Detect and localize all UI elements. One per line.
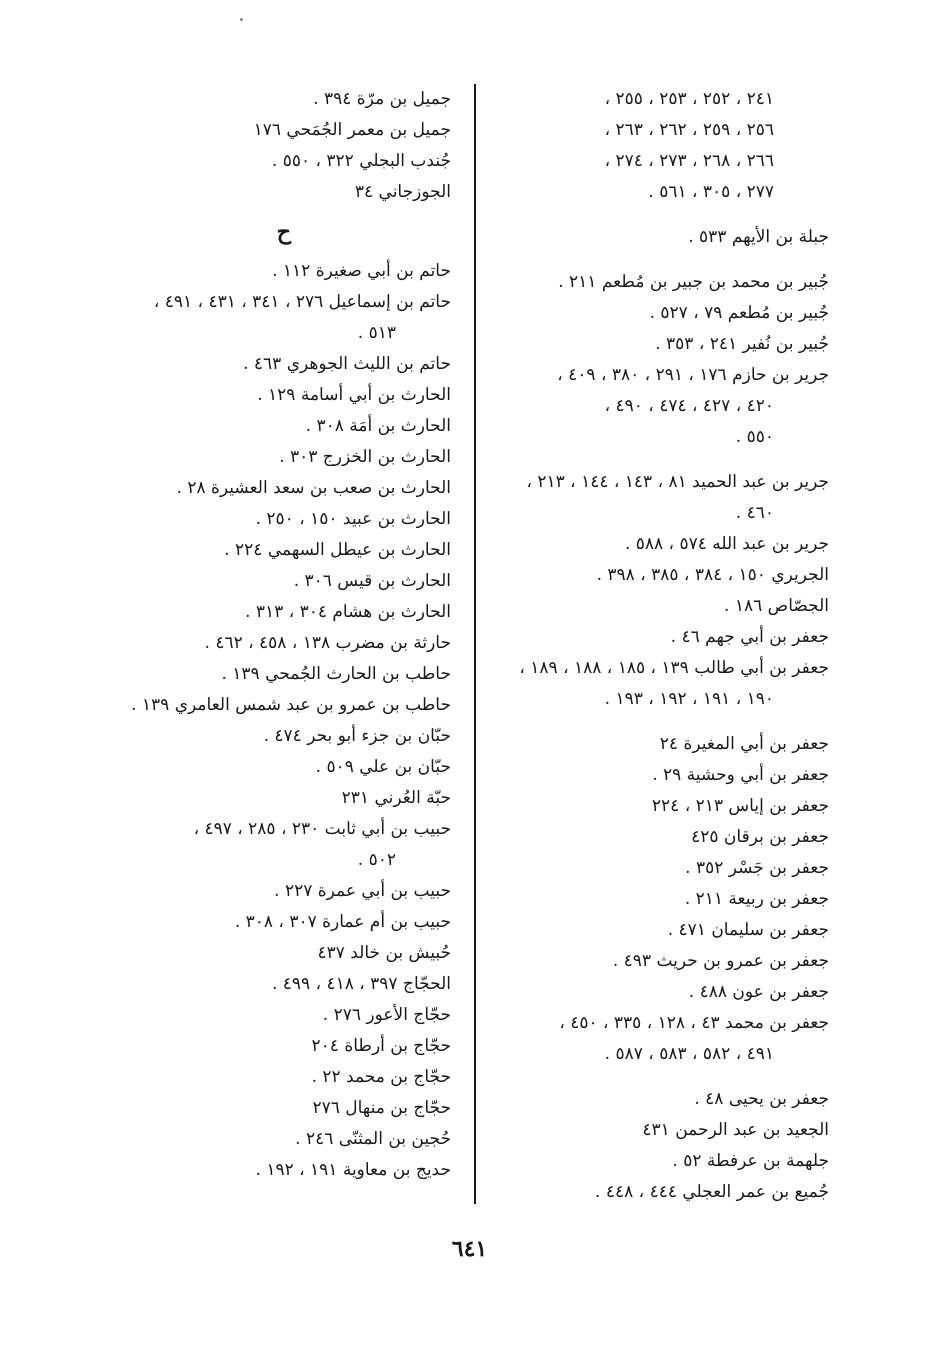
index-entry-continuation: ٢٤١ ، ٢٥٢ ، ٢٥٣ ، ٢٥٥ ، [604, 89, 774, 109]
index-entry: جعفر بن سليمان ٤٧١ . [667, 920, 829, 940]
index-entry: جعفر بن محمد ٤٣ ، ١٢٨ ، ٣٣٥ ، ٤٥٠ ، [559, 1013, 829, 1033]
index-entry: جُبير بن مُطعم ٧٩ ، ٥٢٧ . [649, 303, 829, 323]
index-entry: جُبير بن محمد بن جبير بن مُطعم ٢١١ . [558, 272, 829, 292]
index-entry: الجريري ١٥٠ ، ٣٨٤ ، ٣٨٥ ، ٣٩٨ . [596, 565, 829, 585]
index-entry-continuation: ٢٥٦ ، ٢٥٩ ، ٢٦٢ ، ٢٦٣ ، [604, 120, 774, 140]
entry-spacer [479, 253, 829, 267]
index-entry: حاطب بن الحارث الجُمحي ١٣٩ . [221, 664, 451, 684]
index-entry: جُندب البجلي ٣٢٢ ، ٥٥٠ . [271, 151, 451, 171]
index-entry: الحارث بن هشام ٣٠٤ ، ٣١٣ . [245, 602, 451, 622]
index-entry-continuation: ١٩٠ ، ١٩١ ، ١٩٢ ، ١٩٣ . [604, 689, 774, 709]
entry-spacer [479, 1070, 829, 1084]
index-entry: حجّاج بن منهال ٢٧٦ [312, 1098, 451, 1118]
index-entry: جعفر بن أبي جهم ٤٦ . [670, 627, 829, 647]
index-entry: جميل بن مرّة ٣٩٤ . [313, 89, 451, 109]
index-column-right [479, 84, 829, 1208]
index-entry: حُجين بن المثنّى ٢٤٦ . [295, 1129, 451, 1149]
index-entry: حبيب بن أبي ثابت ٢٣٠ ، ٢٨٥ ، ٤٩٧ ، [193, 819, 451, 839]
index-entry: جعفر بن أبي وحشية ٢٩ . [652, 765, 829, 785]
index-entry: جلهمة بن عرفطة ٥٢ . [672, 1151, 829, 1171]
index-entry: جعفر بن جَسْر ٣٥٢ . [685, 858, 829, 878]
page-number: ٦٤١ [451, 1236, 488, 1262]
index-entry-continuation: ٥١٣ . [357, 323, 396, 343]
index-entry: حُبيش بن خالد ٤٣٧ [317, 943, 451, 963]
index-entry: حجّاج بن أرطاة ٢٠٤ [311, 1036, 451, 1056]
index-entry: جبلة بن الأيهم ٥٣٣ . [688, 227, 829, 247]
index-entry: الحارث بن قيس ٣٠٦ . [293, 571, 451, 591]
column-divider [474, 84, 476, 1204]
index-entry: جعفر بن أبي المغيرة ٢٤ [659, 734, 829, 754]
entry-spacer [479, 208, 829, 222]
index-entry-continuation: ٢٦٦ ، ٢٦٨ ، ٢٧٣ ، ٢٧٤ ، [604, 151, 774, 171]
index-entry-continuation: ٤٦٠ . [735, 503, 774, 523]
index-entry: الحارث بن أمَة ٣٠٨ . [305, 416, 451, 436]
index-entry: الحجّاج ٣٩٧ ، ٤١٨ ، ٤٩٩ . [271, 974, 451, 994]
index-entry-continuation: ٤٩١ ، ٥٨٢ ، ٥٨٣ ، ٥٨٧ . [604, 1044, 774, 1064]
index-entry: الحارث بن عيطل السهمي ٢٢٤ . [224, 540, 451, 560]
index-entry: حديج بن معاوية ١٩١ ، ١٩٢ . [255, 1160, 451, 1180]
index-entry: جُبير بن نُفير ٢٤١ ، ٣٥٣ . [655, 334, 829, 354]
index-entry-continuation: ٥٠٢ . [357, 850, 396, 870]
index-entry: حاتم بن أبي صغيرة ١١٢ . [272, 261, 451, 281]
index-entry: الحارث بن الخزرج ٣٠٣ . [279, 447, 451, 467]
index-column-left [106, 84, 451, 1186]
index-entry: جعفر بن إياس ٢١٣ ، ٢٢٤ [651, 796, 829, 816]
index-entry: جعفر بن برقان ٤٢٥ [691, 827, 829, 847]
index-entry: حبّان بن علي ٥٠٩ . [315, 757, 451, 777]
index-entry: حاطب بن عمرو بن عبد شمس العامري ١٣٩ . [131, 695, 451, 715]
index-entry: جُميع بن عمر العجلي ٤٤٤ ، ٤٤٨ . [595, 1182, 829, 1202]
index-entry: حجّاج بن محمد ٢٢ . [311, 1067, 451, 1087]
index-entry: جرير بن عبد الله ٥٧٤ ، ٥٨٨ . [624, 534, 829, 554]
index-entry: الحارث بن عبيد ١٥٠ ، ٢٥٠ . [255, 509, 451, 529]
index-entry-continuation: ٥٥٠ . [735, 427, 774, 447]
index-entry: حارثة بن مضرب ١٣٨ ، ٤٥٨ ، ٤٦٢ . [204, 633, 451, 653]
index-entry: حجّاج الأعور ٢٧٦ . [322, 1005, 451, 1025]
index-entry: الجعيد بن عبد الرحمن ٤٣١ [642, 1120, 829, 1140]
index-entry-continuation: ٤٢٠ ، ٤٢٧ ، ٤٧٤ ، ٤٩٠ ، [604, 396, 774, 416]
index-entry: حبيب بن أم عمارة ٣٠٧ ، ٣٠٨ . [234, 912, 451, 932]
index-entry: جرير بن عبد الحميد ٨١ ، ١٤٣ ، ١٤٤ ، ٢١٣ ، [526, 472, 829, 492]
index-entry: جرير بن حازم ١٧٦ ، ٢٩١ ، ٣٨٠ ، ٤٠٩ ، [557, 365, 829, 385]
index-entry: جميل بن معمر الجُمَحي ١٧٦ [253, 120, 451, 140]
index-entry: الجوزجاني ٣٤ [354, 182, 451, 202]
scan-speck [240, 18, 243, 21]
index-entry: جعفر بن عمرو بن حريث ٤٩٣ . [612, 951, 829, 971]
index-entry: الحارث بن صعب بن سعد العشيرة ٢٨ . [176, 478, 451, 498]
section-letter-heading: ح [276, 219, 291, 245]
index-entry: حبيب بن أبي عمرة ٢٢٧ . [274, 881, 451, 901]
index-entry-continuation: ٢٧٧ ، ٣٠٥ ، ٥٦١ . [648, 182, 774, 202]
index-entry: الجصّاص ١٨٦ . [724, 596, 829, 616]
entry-spacer [479, 715, 829, 729]
index-entry: حاتم بن إسماعيل ٢٧٦ ، ٣٤١ ، ٤٣١ ، ٤٩١ ، [153, 292, 451, 312]
index-entry: جعفر بن عون ٤٨٨ . [688, 982, 829, 1002]
index-entry: حبّة العُرني ٢٣١ [341, 788, 451, 808]
index-entry: جعفر بن ربيعة ٢١١ . [684, 889, 829, 909]
index-entry: جعفر بن يحيى ٤٨ . [694, 1089, 829, 1109]
index-entry: حبّان بن جزء أبو بحر ٤٧٤ . [263, 726, 451, 746]
entry-spacer [479, 453, 829, 467]
index-entry: حاتم بن الليث الجوهري ٤٦٣ . [243, 354, 451, 374]
index-entry: الحارث بن أبي أسامة ١٢٩ . [257, 385, 451, 405]
index-entry: جعفر بن أبي طالب ١٣٩ ، ١٨٥ ، ١٨٨ ، ١٨٩ ، [519, 658, 829, 678]
